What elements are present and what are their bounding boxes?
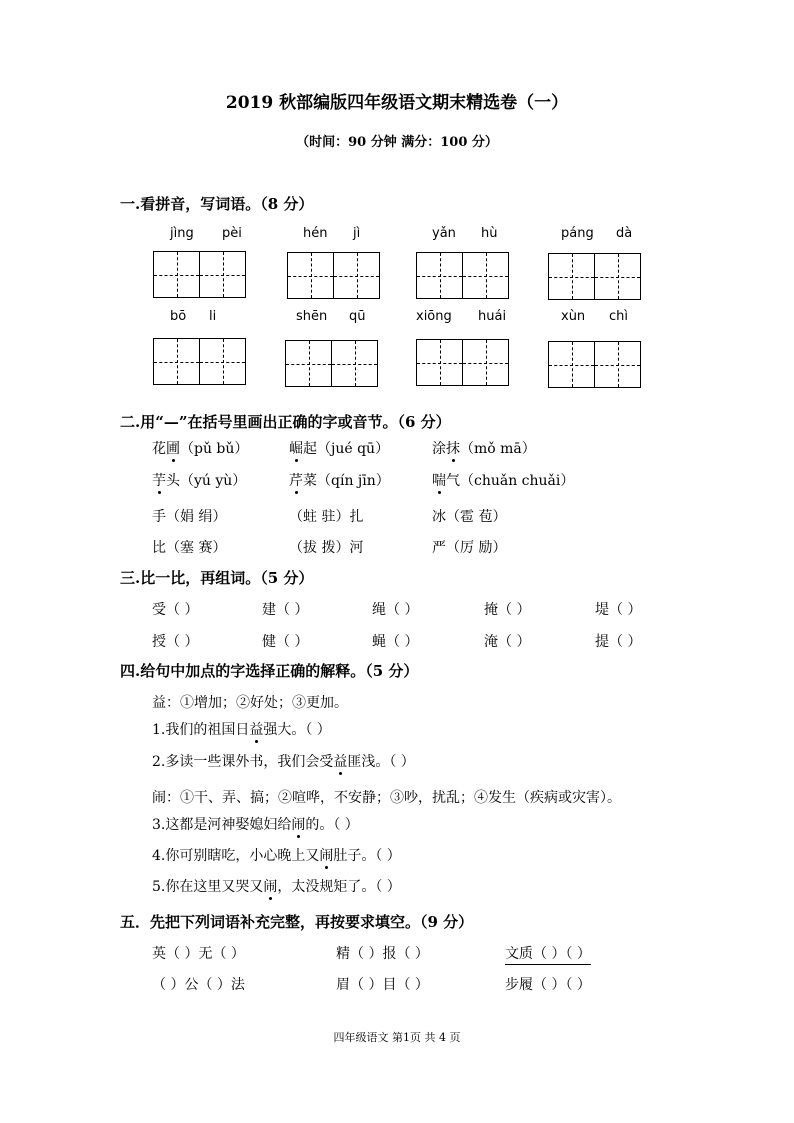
- section-1-heading: 一.看拼音，写词语。（8 分）: [120, 195, 314, 213]
- idiom-item[interactable]: 文质（ ）（ ）: [505, 946, 591, 962]
- word-pair-item[interactable]: 提（ ）: [595, 634, 642, 650]
- choice-item[interactable]: 崛起（jué qū）: [289, 441, 390, 457]
- idiom-item[interactable]: 英（ ）无（ ）: [152, 946, 245, 962]
- pinyin: chì: [609, 309, 628, 324]
- word-pair-item[interactable]: 授（ ）: [152, 634, 199, 650]
- word-pair-item[interactable]: 健（ ）: [262, 634, 309, 650]
- writing-grid[interactable]: [548, 253, 641, 300]
- definition-line: 益：①增加；②好处；③更加。: [152, 695, 348, 711]
- choice-item[interactable]: 手（娟 绢）: [152, 509, 227, 525]
- choice-item[interactable]: 严（厉 励）: [432, 540, 507, 556]
- writing-grid[interactable]: [548, 341, 641, 388]
- writing-grid[interactable]: [153, 251, 246, 298]
- pinyin: huái: [478, 309, 507, 324]
- exam-info: （时间：90 分钟 满分：100 分）: [296, 135, 498, 150]
- writing-grid[interactable]: [287, 252, 380, 299]
- pinyin: páng: [561, 226, 594, 241]
- pinyin: li: [209, 309, 217, 324]
- pinyin: xiōng: [416, 309, 452, 324]
- choice-item[interactable]: 芹菜（qín jīn）: [289, 473, 390, 489]
- pinyin: xùn: [561, 309, 586, 324]
- pinyin: dà: [616, 226, 633, 241]
- word-pair-item[interactable]: 堤（ ）: [595, 602, 642, 618]
- pinyin: bō: [170, 309, 187, 324]
- pinyin: yǎn: [432, 226, 456, 241]
- idiom-item[interactable]: 步履（ ）（ ）: [505, 977, 591, 993]
- word-pair-item[interactable]: 受（ ）: [152, 602, 199, 618]
- choice-item[interactable]: 涂抹（mǒ mā）: [432, 441, 536, 457]
- pinyin: jìng: [170, 226, 194, 241]
- choice-item[interactable]: 花圃（pǔ bǔ）: [152, 441, 249, 457]
- word-pair-item[interactable]: 蝇（ ）: [372, 634, 419, 650]
- choice-item[interactable]: 比（塞 赛）: [152, 540, 227, 556]
- word-pair-item[interactable]: 掩（ ）: [484, 602, 531, 618]
- sentence-item[interactable]: 1.我们的祖国日益强大。（ ）: [152, 722, 331, 738]
- sentence-item[interactable]: 4.你可别瞎吃，小心晚上又闹肚子。（ ）: [152, 848, 401, 864]
- pinyin: shēn: [296, 309, 328, 324]
- pinyin: jì: [353, 226, 361, 241]
- writing-grid[interactable]: [285, 340, 378, 387]
- idiom-item[interactable]: （ ）公（ ）法: [152, 977, 245, 993]
- writing-grid[interactable]: [153, 338, 246, 385]
- idiom-item[interactable]: 精（ ）报（ ）: [336, 946, 429, 962]
- section-5-heading: 五．先把下列词语补充完整，再按要求填空。（9 分）: [120, 913, 474, 931]
- choice-item[interactable]: 冰（雹 苞）: [432, 509, 507, 525]
- section-4-heading: 四.给句中加点的字选择正确的解释。（5 分）: [120, 662, 419, 680]
- word-pair-item[interactable]: 绳（ ）: [372, 602, 419, 618]
- pinyin: hù: [481, 226, 498, 241]
- choice-item[interactable]: 芋头（yú yù）: [152, 473, 247, 489]
- pinyin: qū: [349, 309, 366, 324]
- choice-item[interactable]: 喘气（chuǎn chuǎi）: [432, 473, 575, 489]
- pinyin: pèi: [222, 226, 242, 241]
- idiom-item[interactable]: 眉（ ）目（ ）: [336, 977, 429, 993]
- choice-item[interactable]: （拔 拨）河: [289, 540, 364, 556]
- writing-grid[interactable]: [416, 252, 509, 299]
- definition-line: 闹：①干、弄、搞；②喧哗，不安静；③吵，扰乱；④发生（疾病或灾害）。: [152, 790, 621, 806]
- page-title: 2019 秋部编版四年级语文期末精选卷（一）: [225, 93, 569, 113]
- sentence-item[interactable]: 2.多读一些课外书，我们会受益匪浅。（ ）: [152, 754, 415, 770]
- pinyin: hén: [303, 226, 328, 241]
- word-pair-item[interactable]: 建（ ）: [262, 602, 309, 618]
- word-pair-item[interactable]: 淹（ ）: [484, 634, 531, 650]
- writing-grid[interactable]: [416, 339, 509, 386]
- section-2-heading: 二.用“—”在括号里画出正确的字或音节。（6 分）: [120, 413, 451, 431]
- choice-item[interactable]: （蛀 驻）扎: [289, 509, 364, 525]
- page-footer: 四年级语文 第1页 共 4 页: [333, 1031, 461, 1044]
- sentence-item[interactable]: 5.你在这里又哭又闹，太没规矩了。（ ）: [152, 879, 401, 895]
- sentence-item[interactable]: 3.这都是河神娶媳妇给闹的。（ ）: [152, 817, 359, 833]
- section-3-heading: 三.比一比，再组词。（5 分）: [120, 569, 314, 587]
